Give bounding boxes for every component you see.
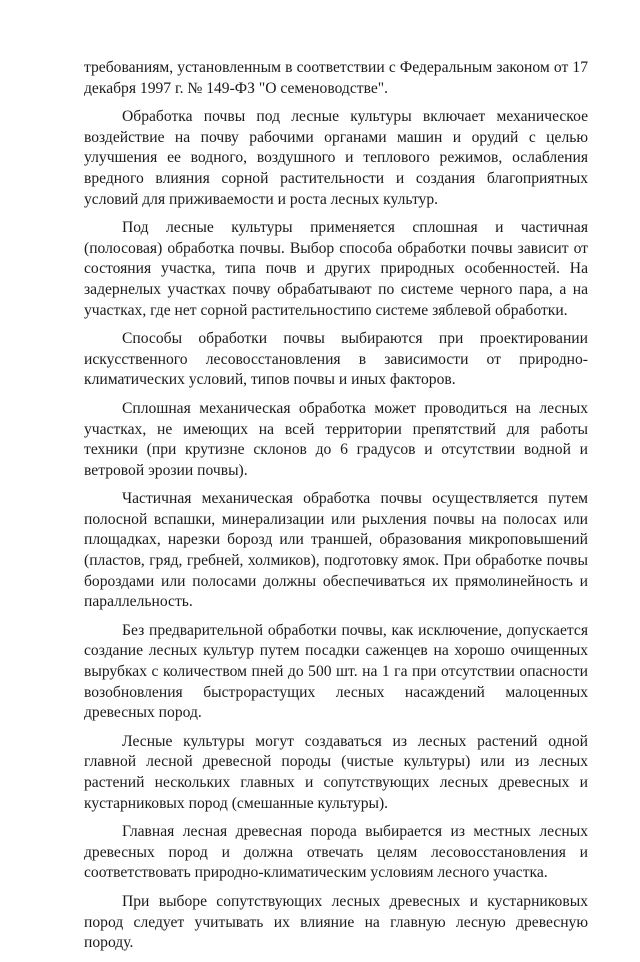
paragraph-culture-composition: Лесные культуры могут создаваться из лесных растений одной главной лесной древесной породы (чистые культуры) или из лесных растений нескольких главных и сопутствующих лесных древесных и кустарниковых пород (смешанные культуры). — [84, 732, 588, 812]
paragraph-treatment-types: Под лесные культуры применяется сплошная и частичная (полосовая) обработка почвы. Выбор способа обработки почвы зависит от состояния участка, типа почв и других природных особенностей. На задернелых участках почву обрабатывают по системе черного пара, а на участках, где нет сорной растительностипо системе зяблевой обработки. — [84, 219, 588, 319]
paragraph-soil-treatment-definition: Обработка почвы под лесные культуры включает механическое воздействие на почву рабочими органами машин и орудий с целью улучшения ее водного, воздушного и теплового режимов, ослабления вредного влияния сорной растительности и создания благоприятных условий для приживаемости и роста лесных культур. — [84, 108, 588, 208]
paragraph-treatment-methods: Способы обработки почвы выбираются при проектировании искусственного лесовосстановления в зависимости от природно-климатических условий, типов почвы и иных факторов. — [84, 330, 588, 389]
paragraph-companion-species: При выборе сопутствующих лесных древесных и кустарниковых пород следует учитывать их влияние на главную лесную древесную породу. — [84, 892, 588, 952]
paragraph-partial-treatment: Частичная механическая обработка почвы осуществляется путем полосной вспашки, минерализации или рыхления почвы на полосах или площадках, нарезки борозд или траншей, образования микроповышений (пластов, гряд, гребней, холмиков), подготовку ямок. При обработке почвы бороздами или полосами должны обеспечиваться их прямолинейность и параллельность. — [84, 490, 588, 611]
paragraph-full-treatment: Сплошная механическая обработка может проводиться на лесных участках, не имеющих на всей территории препятствий для работы техники (при крутизне склонов до 6 градусов и отсутствии водной и ветровой эрозии почвы). — [84, 399, 588, 479]
paragraph-main-species: Главная лесная древесная порода выбирается из местных лесных древесных пород и должна отвечать целям лесовосстановления и соответствовать природно-климатическим условиям лесного участка. — [84, 823, 588, 882]
paragraph-no-pretreatment: Без предварительной обработки почвы, как исключение, допускается создание лесных культур путем посадки саженцев на хорошо очищенных вырубках с количеством пней до 500 шт. на 1 га при отсутствии опасности возобновления быстрорастущих лесных насаждений малоценных древесных пород. — [84, 621, 588, 722]
document-body — [84, 58, 588, 962]
paragraph-continuation: требованиям, установленным в соответствии с Федеральным законом от 17 декабря 1997 г. № 149-ФЗ "О семеноводстве". — [84, 59, 588, 97]
